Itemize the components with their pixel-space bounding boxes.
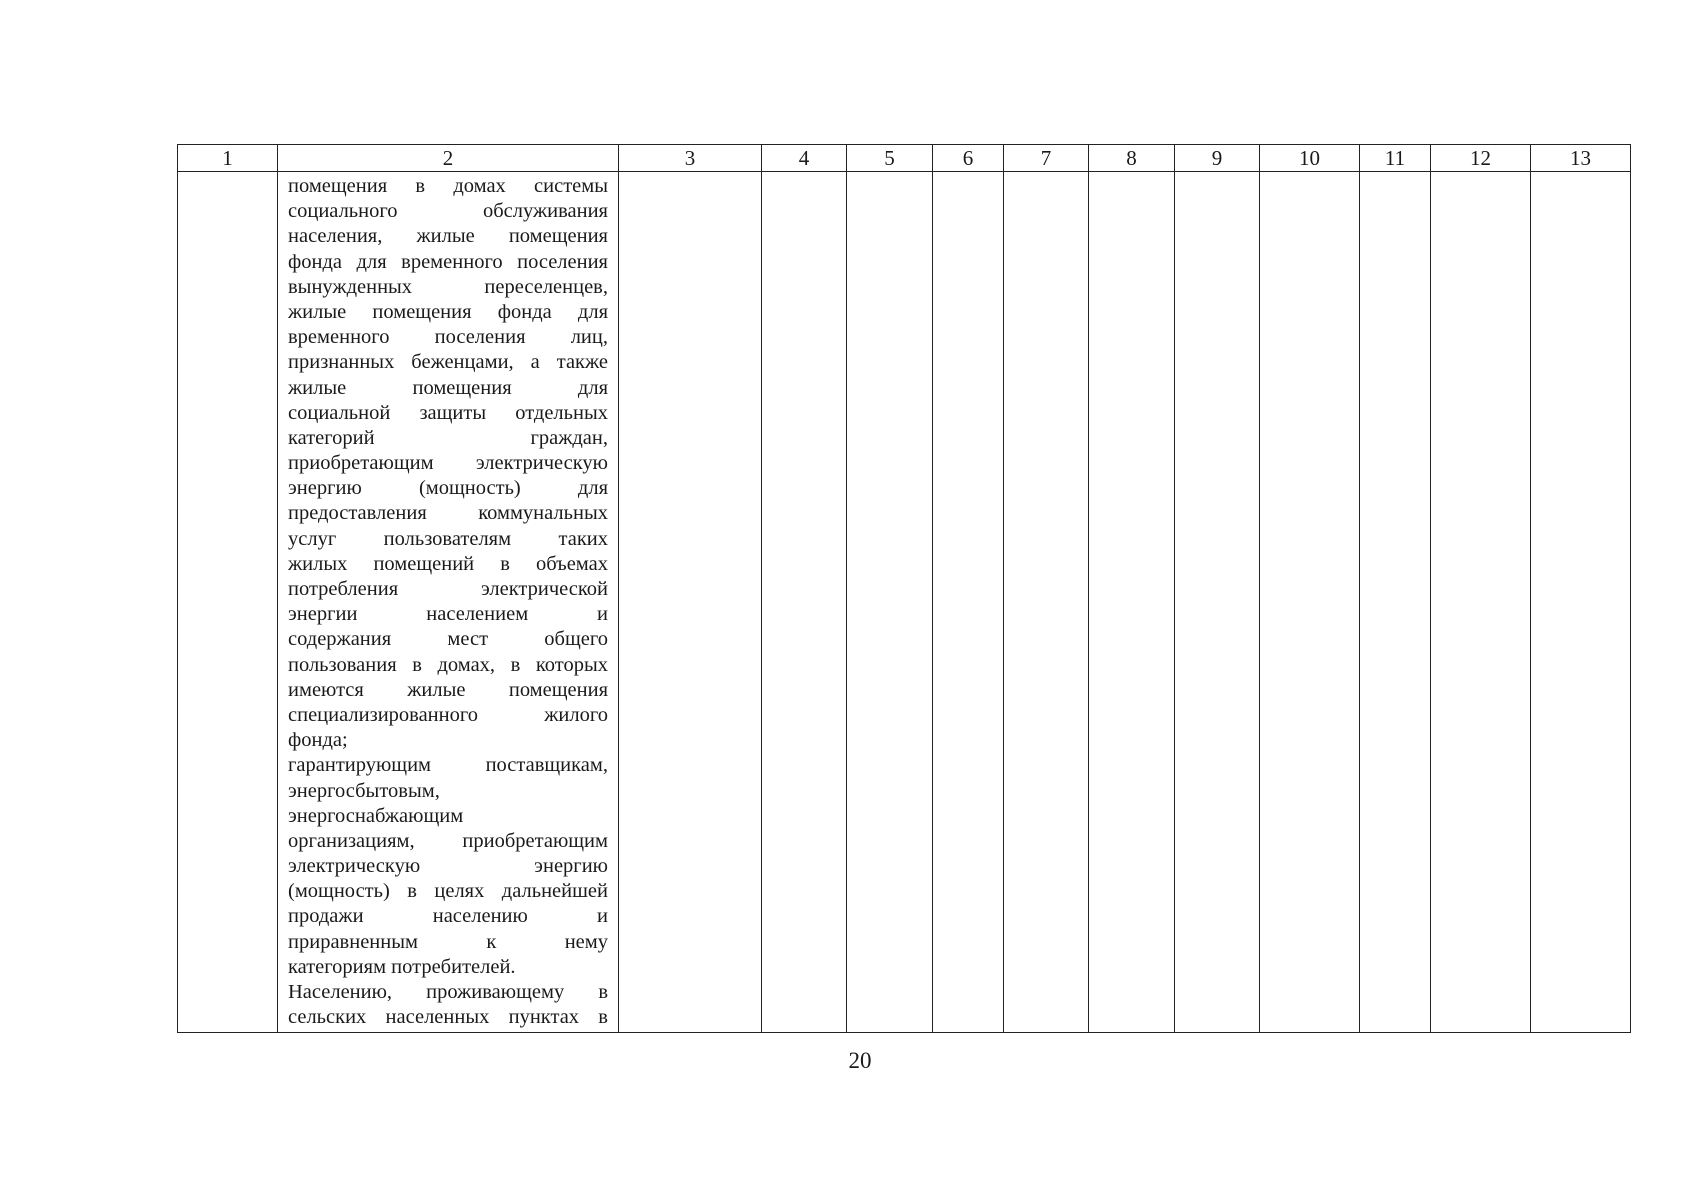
column-header-1: 1 [178, 145, 278, 172]
page-number: 20 [848, 1048, 872, 1073]
text-line: социальной защиты отдельных [288, 401, 608, 424]
text-line: специализированного жилого [288, 703, 608, 726]
col-5-cell [847, 172, 933, 1033]
text-line: энергоснабжающим [288, 804, 464, 827]
text-line: предоставления коммунальных [288, 502, 608, 525]
column-header-5: 5 [847, 145, 933, 172]
column-header-10: 10 [1260, 145, 1360, 172]
text-line: фонда; [288, 729, 348, 752]
col-4-cell [762, 172, 847, 1033]
text-line: населения, жилые помещения [288, 225, 608, 248]
tariff-table [177, 144, 1631, 1033]
text-line: организациям, приобретающим [288, 829, 608, 852]
column-header-7: 7 [1004, 145, 1089, 172]
text-line: потребления электрической [288, 578, 608, 600]
text-line: энергию (мощность) для [288, 477, 608, 500]
text-line: услуг пользователям таких [288, 527, 608, 550]
text-line: категориям потребителей. [288, 955, 516, 978]
text-line: жилые помещения фонда для [288, 300, 608, 323]
col-13-cell [1531, 172, 1631, 1033]
column-header-4: 4 [762, 145, 847, 172]
table-row [178, 172, 1631, 1033]
text-line: электрическую энергию [288, 855, 608, 878]
column-number-row [178, 145, 1631, 172]
col-12-cell [1431, 172, 1531, 1033]
text-line: помещения в домах системы [288, 175, 608, 197]
col-10-cell [1260, 172, 1360, 1033]
column-header-13: 13 [1531, 145, 1631, 172]
column-header-2: 2 [278, 145, 619, 172]
col-7-cell [1004, 172, 1089, 1033]
text-line: содержания мест общего [288, 628, 608, 651]
col-1-cell [178, 172, 278, 1033]
text-line: (мощность) в целях дальнейшей [288, 880, 608, 903]
text-line: признанных беженцами, а также [288, 351, 608, 374]
column-header-8: 8 [1089, 145, 1175, 172]
text-line: жилых помещений в объемах [288, 552, 608, 575]
text-line: гарантирующим поставщикам, [288, 754, 608, 777]
column-header-6: 6 [933, 145, 1004, 172]
column-header-11: 11 [1360, 145, 1431, 172]
column-header-9: 9 [1175, 145, 1260, 172]
text-line: сельских населенных пунктах в [288, 1006, 608, 1029]
col-2-text-cell [278, 172, 619, 1033]
text-line: приобретающим электрическую [288, 452, 608, 475]
col-8-cell [1089, 172, 1175, 1033]
text-line: фонда для временного поселения [288, 250, 608, 273]
text-line: энергосбытовым, [288, 779, 440, 802]
text-line: имеются жилые помещения [288, 678, 608, 701]
col-3-cell [619, 172, 762, 1033]
column-header-3: 3 [619, 145, 762, 172]
text-line: жилые помещения для [288, 376, 608, 399]
text-line: социального обслуживания [288, 200, 608, 223]
text-line: временного поселения лиц, [288, 326, 608, 349]
col-11-cell [1360, 172, 1431, 1033]
text-line: приравненным к нему [288, 930, 608, 953]
text-line: продажи населению и [288, 905, 608, 928]
text-line: категорий граждан, [288, 426, 608, 449]
col-9-cell [1175, 172, 1260, 1033]
text-line: энергии населением и [288, 603, 608, 626]
column-header-12: 12 [1431, 145, 1531, 172]
text-line: Населению, проживающему в [288, 981, 608, 1003]
text-line: вынужденных переселенцев, [288, 275, 608, 298]
text-line: пользования в домах, в которых [288, 653, 608, 676]
col-6-cell [933, 172, 1004, 1033]
